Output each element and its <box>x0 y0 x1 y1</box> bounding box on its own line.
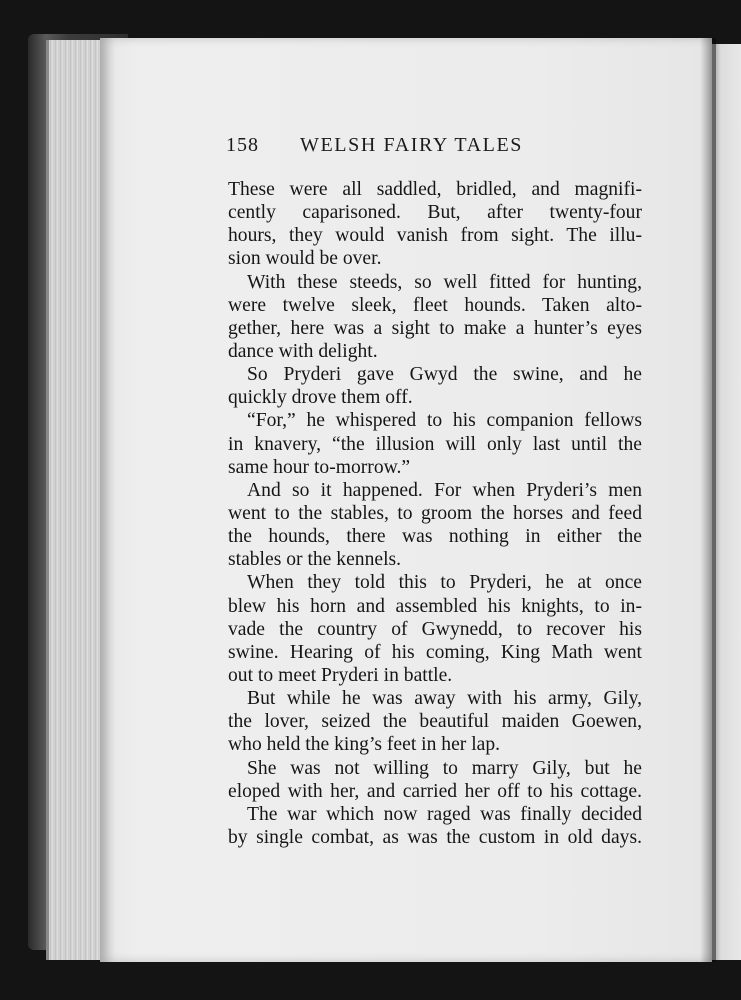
text-line: blew his horn and assembled his knights, to in- <box>228 595 642 617</box>
text-line: in knavery, “the illusion will only last until the <box>228 433 642 455</box>
text-line: by single combat, as was the custom in old days. <box>228 826 642 848</box>
text-line: quickly drove them off. <box>228 387 413 409</box>
text-line: out to meet Pryderi in battle. <box>228 664 453 686</box>
text-line: She was not willing to marry Gily, but he <box>247 757 642 779</box>
text-line: same hour to-morrow.” <box>228 456 411 478</box>
text-line: went to the stables, to groom the horses and feed <box>228 502 642 524</box>
text-line: These were all saddled, bridled, and magnifi- <box>228 179 642 200</box>
text-line: vade the country of Gwynedd, to recover his <box>228 618 642 640</box>
text-line: who held the king’s feet in her lap. <box>228 734 501 756</box>
text-line: eloped with her, and carried her off to his cottage. <box>228 780 642 802</box>
text-line: hours, they would vanish from sight. The illu- <box>228 225 642 247</box>
running-title: WELSH FAIRY TALES <box>300 134 524 156</box>
text-line: cently caparisoned. But, after twenty-four <box>228 202 642 224</box>
page-header <box>226 134 646 164</box>
text-line: dance with delight. <box>228 340 378 362</box>
text-line: were twelve sleek, fleet hounds. Taken alto- <box>228 294 642 316</box>
text-line: sion would be over. <box>228 248 382 270</box>
text-line: stables or the kennels. <box>228 549 402 571</box>
body-text <box>228 178 642 849</box>
text-line: the hounds, there was nothing in either the <box>228 526 642 548</box>
text-line: the lover, seized the beautiful maiden Goewen, <box>228 711 642 733</box>
text-line: gether, here was a sight to make a hunter’s eyes <box>228 317 642 339</box>
text-line: So Pryderi gave Gwyd the swine, and he <box>247 364 642 386</box>
text-line: But while he was away with his army, Gily, <box>247 688 642 710</box>
text-line: The war which now raged was finally decided <box>247 803 642 825</box>
text-line: And so it happened. For when Pryderi’s men <box>247 479 642 501</box>
text-line: “For,” he whispered to his companion fellows <box>247 410 642 432</box>
text-line: When they told this to Pryderi, he at once <box>247 572 642 594</box>
facing-page-edge <box>712 44 741 960</box>
page-gutter-shadow <box>700 38 716 962</box>
text-line: swine. Hearing of his coming, King Math went <box>228 641 642 663</box>
text-line: With these steeds, so well fitted for hunting, <box>247 271 642 293</box>
page-number: 158 <box>226 134 259 156</box>
